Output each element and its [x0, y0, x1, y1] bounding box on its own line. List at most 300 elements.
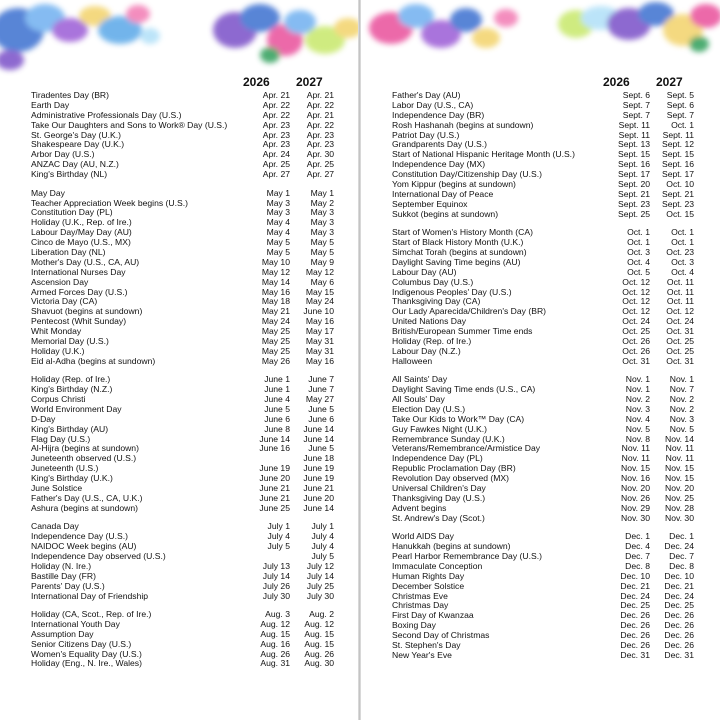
date-2026: Apr. 24 [262, 149, 290, 160]
holiday-row [31, 357, 334, 367]
holiday-name: Al-Hijra (begins at sundown) [31, 443, 139, 454]
date-2026: May 3 [266, 197, 290, 208]
date-2027: Aug. 15 [304, 628, 334, 639]
date-2026: May 5 [266, 246, 290, 257]
date-2026: Oct. 3 [627, 246, 650, 257]
holiday-row [392, 514, 694, 524]
date-2026: Apr. 21 [262, 90, 290, 100]
date-2026: May 14 [261, 276, 290, 287]
date-2027: May 3 [310, 207, 334, 218]
date-2026: May 12 [261, 266, 290, 277]
holiday-name: St. Stephen's Day [392, 639, 461, 650]
date-2027: May 3 [310, 217, 334, 228]
holiday-name: Christmas Day [392, 600, 449, 611]
date-2026: July 30 [262, 590, 290, 601]
date-2027: June 14 [303, 502, 334, 513]
date-2027: Nov. 7 [669, 384, 694, 395]
date-2026: May 25 [261, 326, 290, 337]
date-2027: Dec. 26 [664, 610, 694, 621]
date-2027: June 5 [308, 403, 334, 414]
date-2027: May 1 [310, 187, 334, 198]
date-2026: Nov. 2 [625, 394, 650, 405]
date-2027: Oct. 10 [666, 179, 694, 190]
holiday-name: Senior Citizens Day (U.S.) [31, 638, 132, 649]
holiday-name: International Day of Friendship [31, 590, 149, 601]
date-2026: Sept. 21 [617, 188, 650, 199]
holiday-name: World Environment Day [31, 403, 122, 414]
date-2026: Nov. 16 [621, 473, 650, 484]
date-2026: May 1 [266, 187, 290, 198]
floral-watercolor-decoration [0, 0, 360, 80]
holiday-name: Labour Day (AU) [392, 266, 457, 277]
holiday-row [31, 504, 334, 514]
date-2026: May 21 [261, 306, 290, 317]
holiday-name: Revolution Day observed (MX) [392, 473, 510, 484]
holiday-name: Holiday (U.K., Rep. of Ire.) [31, 217, 132, 228]
date-2027: May 5 [310, 237, 334, 248]
holiday-name: Republic Proclamation Day (BR) [392, 463, 516, 474]
date-2026: Oct. 1 [627, 237, 650, 248]
date-2027: Nov. 15 [665, 473, 694, 484]
date-2026: Sept. 23 [617, 198, 650, 209]
date-2026: June 1 [264, 384, 290, 395]
month-group [31, 522, 334, 601]
date-2026: Nov. 29 [621, 502, 650, 513]
date-2026: Dec. 21 [620, 580, 650, 591]
date-2027: Sept. 15 [661, 149, 694, 160]
holiday-name: Universal Children's Day [392, 483, 486, 494]
holiday-row [392, 210, 694, 220]
date-2026: Aug. 31 [260, 658, 290, 669]
date-2027: Sept. 7 [666, 109, 694, 120]
holiday-name: New Year's Eve [392, 649, 452, 660]
holiday-name: NAIDOC Week begins (AU) [31, 541, 137, 552]
holiday-name: King's Birthday (N.Z.) [31, 384, 113, 395]
date-2026: Aug. 15 [260, 628, 290, 639]
date-2027: May 17 [305, 326, 334, 337]
date-2026: July 1 [267, 521, 290, 532]
date-2027: Aug. 30 [304, 658, 334, 669]
holiday-name: Cinco de Mayo (U.S., MX) [31, 237, 131, 248]
date-2027: May 31 [305, 345, 334, 356]
date-2026: June 4 [264, 394, 290, 405]
holiday-list-right [392, 91, 694, 669]
date-2027: Nov. 15 [665, 463, 694, 474]
holiday-name: December Solstice [392, 580, 465, 591]
holiday-name: June Solstice [31, 483, 83, 494]
date-2026: Dec. 26 [620, 620, 650, 631]
date-2027: Apr. 25 [306, 159, 334, 170]
date-2027: Dec. 26 [664, 639, 694, 650]
date-2027: July 5 [311, 550, 334, 561]
holiday-name: Holiday (Rep. of Ire.) [31, 374, 111, 385]
holiday-name: Indigenous Peoples' Day (U.S.) [392, 286, 512, 297]
holiday-name: St. Andrew's Day (Scot.) [392, 512, 485, 523]
holiday-name: Thanksgiving Day (CA) [392, 296, 481, 307]
date-2026: July 26 [262, 580, 290, 591]
date-2027: Apr. 30 [306, 149, 334, 160]
holiday-name: Constitution Day/Citizenship Day (U.S.) [392, 169, 542, 180]
date-2026: Apr. 27 [262, 169, 290, 180]
date-2026: July 5 [267, 541, 290, 552]
holiday-name: Take Our Kids to Work™ Day (CA) [392, 413, 525, 424]
date-2026: Nov. 20 [621, 483, 650, 494]
holiday-name: Immaculate Conception [392, 560, 483, 571]
date-2027: Oct. 1 [671, 227, 694, 238]
date-2027: Aug. 26 [304, 648, 334, 659]
date-2027: July 4 [311, 541, 334, 552]
date-2027: Nov. 2 [669, 394, 694, 405]
date-2027: May 24 [305, 296, 334, 307]
date-2026: June 19 [259, 463, 290, 474]
holiday-name: Canada Day [31, 521, 79, 532]
date-2026: May 5 [266, 237, 290, 248]
holiday-name: Daylight Saving Time begins (AU) [392, 256, 521, 267]
year-header-2026: 2026 [603, 75, 630, 89]
date-2026: June 16 [259, 443, 290, 454]
holiday-name: Rosh Hashanah (begins at sundown) [392, 119, 534, 130]
holiday-name: Independence Day (MX) [392, 159, 486, 170]
date-2027: Oct. 25 [666, 345, 694, 356]
holiday-name: King's Birthday (NL) [31, 169, 108, 180]
date-2027: Nov. 30 [665, 512, 694, 523]
month-group [392, 532, 694, 661]
date-2026: Dec. 26 [620, 639, 650, 650]
holiday-name: Independence Day (BR) [392, 109, 485, 120]
holiday-name: Victoria Day (CA) [31, 296, 98, 307]
date-2026: May 4 [266, 227, 290, 238]
holiday-name: Christmas Eve [392, 590, 448, 601]
date-2027: Dec. 25 [664, 600, 694, 611]
date-2027: Oct. 31 [666, 326, 694, 337]
date-2026: Aug. 16 [260, 638, 290, 649]
date-2026: May 24 [261, 316, 290, 327]
date-2027: Oct. 1 [671, 119, 694, 130]
date-2026: June 14 [259, 433, 290, 444]
date-2027: July 4 [311, 531, 334, 542]
holiday-name: Juneteenth observed (U.S.) [31, 453, 137, 464]
date-2027: Nov. 1 [669, 374, 694, 385]
date-2027: Sept. 11 [662, 129, 694, 140]
date-2026: Sept. 11 [618, 129, 650, 140]
date-2026: July 13 [262, 560, 290, 571]
holiday-name: Father's Day (AU) [392, 90, 461, 100]
date-2026: Sept. 13 [617, 139, 650, 150]
date-2026: Nov. 1 [625, 384, 650, 395]
holiday-name: International Day of Peace [392, 188, 494, 199]
holiday-name: King's Birthday (U.K.) [31, 473, 113, 484]
month-group [31, 91, 334, 180]
date-2026: Dec. 4 [625, 541, 650, 552]
date-2027: Dec. 24 [664, 590, 694, 601]
date-2026: Oct. 12 [622, 286, 650, 297]
date-2026: Sept. 7 [622, 99, 650, 110]
date-2026: Oct. 25 [622, 326, 650, 337]
date-2027: May 15 [305, 286, 334, 297]
date-2027: Apr. 21 [306, 90, 334, 100]
date-2026: June 5 [264, 403, 290, 414]
date-2027: Oct. 15 [666, 208, 694, 219]
date-2026: June 25 [259, 502, 290, 513]
date-2027: May 16 [305, 316, 334, 327]
holiday-name: Women's Equality Day (U.S.) [31, 648, 142, 659]
date-2027: May 16 [305, 355, 334, 366]
date-2026: Nov. 30 [621, 512, 650, 523]
date-2026: Oct. 24 [622, 316, 650, 327]
holiday-name: Shavuot (begins at sundown) [31, 306, 143, 317]
date-2026: Apr. 22 [262, 99, 290, 110]
date-2026: May 10 [261, 256, 290, 267]
date-2027: June 14 [303, 423, 334, 434]
date-2026: Apr. 23 [262, 119, 290, 130]
date-2027: Sept. 5 [666, 90, 694, 100]
date-2026: Apr. 25 [262, 159, 290, 170]
date-2027: Dec. 31 [664, 649, 694, 660]
date-2026: May 3 [266, 207, 290, 218]
date-2026: Nov. 8 [625, 433, 650, 444]
date-2026: Nov. 11 [621, 443, 650, 454]
date-2027: Nov. 25 [665, 492, 694, 503]
date-2027: Sept. 12 [661, 139, 694, 150]
date-2027: Aug. 15 [304, 638, 334, 649]
date-2027: Apr. 22 [306, 119, 334, 130]
date-2027: Dec. 26 [664, 620, 694, 631]
date-2027: Nov. 20 [665, 483, 694, 494]
date-2026: May 4 [266, 217, 290, 228]
date-2026: Sept. 15 [617, 149, 650, 160]
date-2026: June 1 [264, 374, 290, 385]
date-2026: Apr. 22 [262, 109, 290, 120]
holiday-name: Constitution Day (PL) [31, 207, 113, 218]
date-2026: Aug. 26 [260, 648, 290, 659]
date-2026: June 20 [259, 473, 290, 484]
date-2026: Dec. 7 [625, 550, 650, 561]
date-2027: May 3 [310, 227, 334, 238]
holiday-name: Bastille Day (FR) [31, 570, 96, 581]
holiday-name: Ascension Day [31, 276, 89, 287]
date-2027: July 12 [306, 560, 334, 571]
date-2026: Nov. 5 [625, 423, 650, 434]
date-2027: June 19 [303, 463, 334, 474]
holiday-name: Second Day of Christmas [392, 630, 490, 641]
holiday-name: Pearl Harbor Remembrance Day (U.S.) [392, 550, 542, 561]
holiday-name: Teacher Appreciation Week begins (U.S.) [31, 197, 188, 208]
year-header-2027: 2027 [296, 75, 323, 89]
holiday-name: British/European Summer Time ends [392, 326, 533, 337]
date-2026: Oct. 4 [627, 256, 650, 267]
holiday-name: Thanksgiving Day (U.S.) [392, 492, 486, 503]
holiday-name: Election Day (U.S.) [392, 403, 466, 414]
holiday-name: International Youth Day [31, 618, 120, 629]
holiday-name: Corpus Christi [31, 394, 86, 405]
date-2027: Sept. 23 [661, 198, 694, 209]
year-header-2026: 2026 [243, 75, 270, 89]
holiday-name: Labour Day (N.Z.) [392, 345, 461, 356]
date-2027: Dec. 1 [669, 531, 694, 542]
date-2026: Dec. 10 [620, 570, 650, 581]
holiday-name: Holiday (CA, Scot., Rep. of Ire.) [31, 609, 152, 620]
date-2026: Aug. 12 [260, 618, 290, 629]
holiday-name: Liberation Day (NL) [31, 246, 106, 257]
date-2027: Oct. 24 [666, 316, 694, 327]
holiday-name: Human Rights Day [392, 570, 465, 581]
holiday-name: Start of National Hispanic Heritage Month (U.S.) [392, 149, 575, 160]
date-2027: Nov. 11 [665, 443, 694, 454]
date-2027: July 30 [306, 590, 334, 601]
month-group [392, 228, 694, 366]
date-2026: May 16 [261, 286, 290, 297]
holiday-name: St. George's Day (U.K.) [31, 129, 121, 140]
date-2027: Nov. 2 [669, 403, 694, 414]
holiday-name: Holiday (Rep. of Ire.) [392, 335, 472, 346]
holiday-name: King's Birthday (AU) [31, 423, 109, 434]
holiday-name: Simchat Torah (begins at sundown) [392, 246, 527, 257]
month-group [31, 375, 334, 513]
date-2026: Oct. 12 [622, 276, 650, 287]
holiday-name: Grandparents Day (U.S.) [392, 139, 488, 150]
date-2026: Oct. 1 [627, 227, 650, 238]
date-2026: Dec. 26 [620, 610, 650, 621]
holiday-name: May Day [31, 187, 65, 198]
date-2027: Nov. 14 [665, 433, 694, 444]
date-2027: Oct. 23 [666, 246, 694, 257]
holiday-name: Holiday (N. Ire.) [31, 560, 92, 571]
date-2027: Dec. 8 [669, 560, 694, 571]
date-2027: June 14 [303, 433, 334, 444]
month-group [392, 91, 694, 220]
holiday-name: Yom Kippur (begins at sundown) [392, 179, 516, 190]
holiday-row [31, 592, 334, 602]
right-page [361, 0, 720, 720]
date-2027: Aug. 12 [304, 618, 334, 629]
holiday-row [392, 651, 694, 661]
date-2027: Nov. 11 [665, 453, 694, 464]
holiday-name: Our Lady Aparecida/Children's Day (BR) [392, 306, 547, 317]
date-2027: Dec. 10 [664, 570, 694, 581]
holiday-name: Columbus Day (U.S.) [392, 276, 474, 287]
date-2027: Sept. 17 [661, 169, 694, 180]
holiday-name: Guy Fawkes Night (U.K.) [392, 423, 488, 434]
holiday-name: First Day of Kwanzaa [392, 610, 474, 621]
holiday-name: Father's Day (U.S., CA, U.K.) [31, 492, 143, 503]
date-2027: Sept. 21 [661, 188, 694, 199]
date-2027: May 12 [305, 266, 334, 277]
holiday-name: Tiradentes Day (BR) [31, 90, 110, 100]
date-2027: Dec. 7 [669, 550, 694, 561]
holiday-name: Ashura (begins at sundown) [31, 502, 139, 513]
date-2026: May 25 [261, 335, 290, 346]
date-2026: Oct. 5 [627, 266, 650, 277]
date-2026: Sept. 20 [617, 179, 650, 190]
date-2027: Aug. 2 [309, 609, 334, 620]
date-2027: Oct. 1 [671, 237, 694, 248]
date-2027: June 20 [303, 492, 334, 503]
holiday-name: All Saints' Day [392, 374, 448, 385]
date-2026: Nov. 1 [625, 374, 650, 385]
date-2026: Sept. 25 [617, 208, 650, 219]
date-2026: July 14 [262, 570, 290, 581]
date-2026: July 4 [267, 531, 290, 542]
date-2027: Nov. 28 [665, 502, 694, 513]
date-2026: June 8 [264, 423, 290, 434]
date-2026: Oct. 26 [622, 335, 650, 346]
date-2027: July 1 [311, 521, 334, 532]
holiday-name: Memorial Day (U.S.) [31, 335, 109, 346]
holiday-row [31, 659, 334, 669]
holiday-name: All Souls' Day [392, 394, 445, 405]
date-2026: Dec. 26 [620, 630, 650, 641]
date-2026: Sept. 17 [617, 169, 650, 180]
date-2027: May 9 [310, 256, 334, 267]
holiday-name: Administrative Professionals Day (U.S.) [31, 109, 182, 120]
date-2027: Dec. 24 [664, 541, 694, 552]
holiday-name: Independence Day (PL) [392, 453, 483, 464]
date-2026: Sept. 7 [622, 109, 650, 120]
date-2026: Dec. 25 [620, 600, 650, 611]
date-2027: June 18 [303, 453, 334, 464]
date-2027: Sept. 16 [661, 159, 694, 170]
date-2026: Oct. 31 [622, 355, 650, 366]
holiday-name: Shakespeare Day (U.K.) [31, 139, 125, 150]
month-group [31, 189, 334, 367]
holiday-name: Eid al-Adha (begins at sundown) [31, 355, 156, 366]
holiday-name: Remembrance Sunday (U.K.) [392, 433, 505, 444]
date-2027: Nov. 5 [669, 423, 694, 434]
date-2027: July 14 [306, 570, 334, 581]
holiday-name: Hanukkah (begins at sundown) [392, 541, 511, 552]
month-group [31, 610, 334, 669]
holiday-list-left [31, 91, 334, 678]
date-2027: Oct. 3 [671, 256, 694, 267]
date-2026: Sept. 11 [618, 119, 650, 130]
date-2027: Sept. 6 [666, 99, 694, 110]
holiday-name: Assumption Day [31, 628, 94, 639]
holiday-name: Flag Day (U.S.) [31, 433, 91, 444]
date-2026: Nov. 15 [621, 463, 650, 474]
holiday-name: World AIDS Day [392, 531, 454, 542]
date-2027: Oct. 12 [666, 306, 694, 317]
holiday-name: Arbor Day (U.S.) [31, 149, 95, 160]
year-header-2027: 2027 [656, 75, 683, 89]
date-2026: Nov. 11 [621, 453, 650, 464]
date-2026: Sept. 6 [622, 90, 650, 100]
date-2026: Dec. 24 [620, 590, 650, 601]
date-2026: Sept. 16 [617, 159, 650, 170]
date-2026: Apr. 23 [262, 129, 290, 140]
floral-watercolor-decoration [361, 0, 720, 80]
date-2027: Apr. 23 [306, 139, 334, 150]
date-2027: Oct. 4 [671, 266, 694, 277]
holiday-name: Halloween [392, 355, 433, 366]
date-2027: Nov. 3 [669, 413, 694, 424]
date-2027: June 10 [303, 306, 334, 317]
date-2027: June 21 [303, 483, 334, 494]
date-2026: Oct. 26 [622, 345, 650, 356]
date-2027: Apr. 27 [306, 169, 334, 180]
holiday-name: Sukkot (begins at sundown) [392, 208, 499, 219]
holiday-name: September Equinox [392, 198, 468, 209]
date-2027: Oct. 11 [666, 286, 694, 297]
date-2027: Oct. 11 [666, 296, 694, 307]
date-2027: July 25 [306, 580, 334, 591]
date-2026: Apr. 23 [262, 139, 290, 150]
holiday-name: Labor Day (U.S., CA) [392, 99, 474, 110]
holiday-name: Advent begins [392, 502, 447, 513]
date-2026: May 26 [261, 355, 290, 366]
date-2026: Aug. 3 [265, 609, 290, 620]
date-2026: Nov. 26 [621, 492, 650, 503]
date-2027: May 6 [310, 276, 334, 287]
